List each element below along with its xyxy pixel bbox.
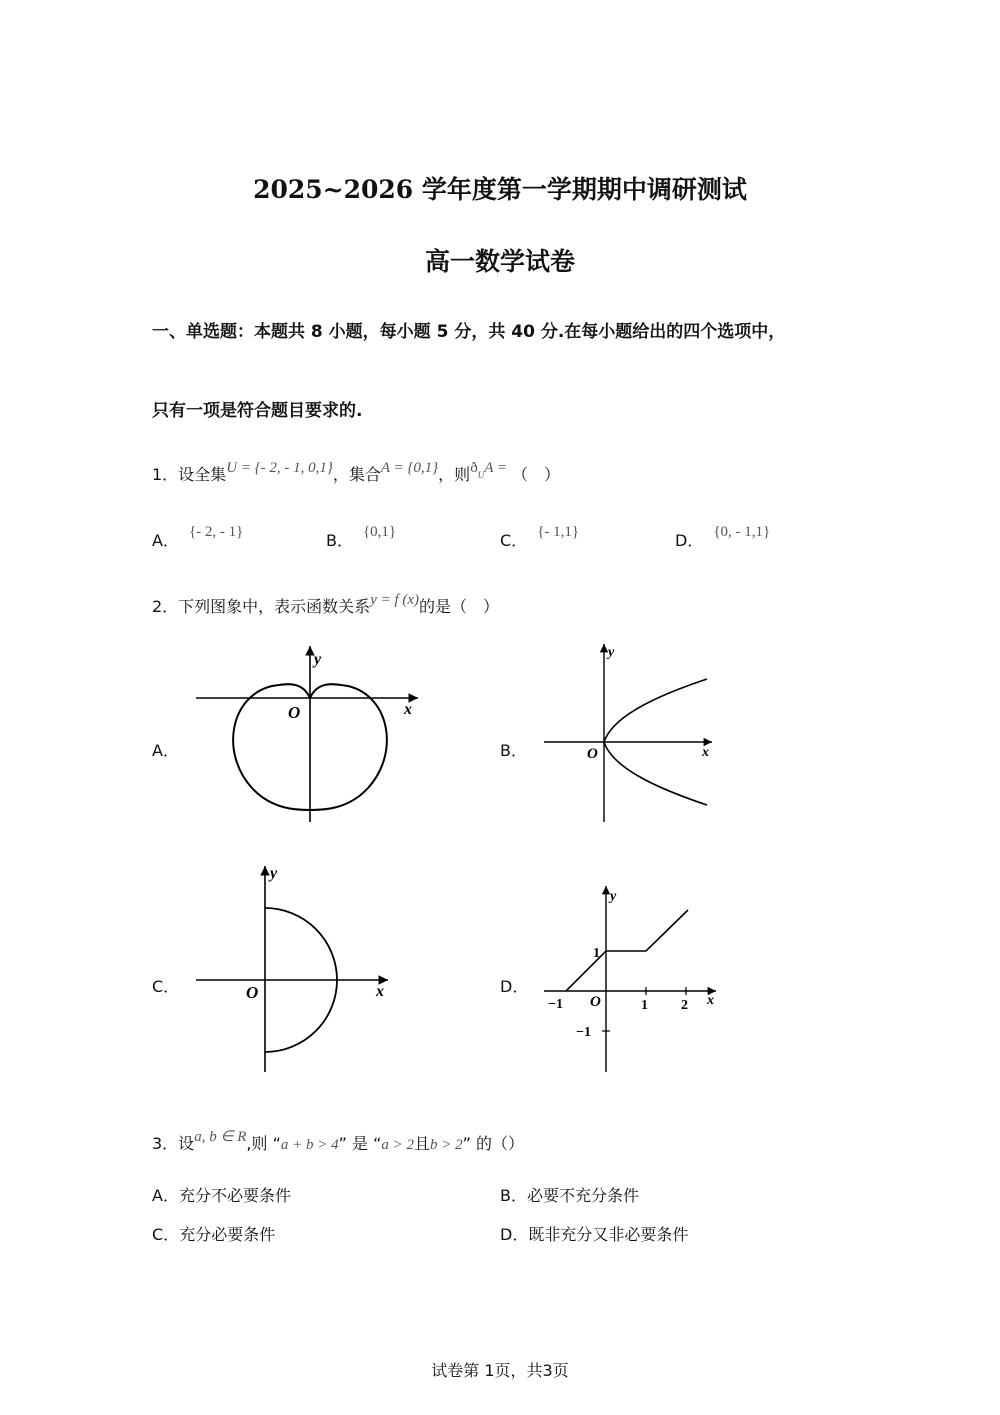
q2-graph-d[interactable] xyxy=(540,880,730,1076)
q3-tail: ” 的（） xyxy=(462,1134,525,1153)
q3-cond2b: b > 2 xyxy=(430,1137,463,1153)
q1-option-a-label: A． xyxy=(152,531,179,550)
y-label: y xyxy=(610,889,617,904)
q1-set-a: A = {0,1} xyxy=(380,460,439,476)
q1-option-b-value: {0,1} xyxy=(362,524,397,540)
q1-option-b[interactable] xyxy=(326,524,397,551)
q3-option-a-text: 充分不必要条件 xyxy=(178,1186,291,1205)
q3-prefix: 3．设 xyxy=(152,1134,195,1153)
q3-option-b[interactable] xyxy=(500,1183,639,1206)
q1-option-a[interactable] xyxy=(152,524,244,551)
y-tick-label-neg1: −1 xyxy=(576,1025,591,1040)
q1-option-c[interactable] xyxy=(500,524,580,551)
q2-tail: 的是（ ） xyxy=(419,597,500,616)
q3-mid1: ,则 “ xyxy=(246,1134,281,1153)
origin-label: O xyxy=(288,703,301,722)
q1-complement-a: A = xyxy=(484,460,507,476)
q2-option-d-label[interactable]: D． xyxy=(500,977,529,996)
q2-graph-c[interactable] xyxy=(190,858,400,1076)
x-label: x xyxy=(707,993,714,1008)
q3-and: 且 xyxy=(414,1134,431,1153)
q2-prefix: 2．下列图象中，表示函数关系 xyxy=(152,597,371,616)
q3-option-d-label: D． xyxy=(500,1225,529,1244)
q3-mid2: ” 是 “ xyxy=(338,1134,382,1153)
exam-subtitle: 高一数学试卷 xyxy=(424,247,575,276)
q3-cond2a: a > 2 xyxy=(381,1137,415,1153)
q3-cond1: a + b > 4 xyxy=(280,1137,339,1153)
page-footer: 试卷第 1页，共3页 xyxy=(431,1361,569,1380)
q1-complement-symbol: ð xyxy=(470,460,478,476)
question-2 xyxy=(152,594,499,617)
q3-option-d[interactable] xyxy=(500,1222,688,1245)
origin-label: O xyxy=(246,983,259,1002)
q1-complement-sub: U xyxy=(477,470,485,480)
x-label: x xyxy=(404,701,412,718)
q2-option-a-label[interactable]: A． xyxy=(152,741,179,760)
origin-label: O xyxy=(587,746,598,762)
q2-expression: y = f (x) xyxy=(370,592,420,608)
q1-option-d-value: {0, - 1,1} xyxy=(713,524,771,540)
q1-prefix: 1．设全集 xyxy=(152,465,227,484)
q2-option-c-label[interactable]: C． xyxy=(152,977,180,996)
x-label: x xyxy=(376,983,384,1000)
y-label: y xyxy=(270,865,278,882)
q1-universal-set: U = {- 2, - 1, 0,1} xyxy=(226,460,333,476)
q3-option-d-text: 既非充分又非必要条件 xyxy=(528,1225,689,1244)
q1-option-b-label: B． xyxy=(326,531,353,550)
q3-option-a-label: A． xyxy=(152,1186,179,1205)
section-heading-line2: 只有一项是符合题目要求的. xyxy=(152,401,363,421)
q3-option-b-text: 必要不充分条件 xyxy=(526,1186,639,1205)
q1-blank: （ ） xyxy=(512,465,561,484)
q2-graph-b[interactable] xyxy=(540,638,720,826)
q1-option-d-label: D． xyxy=(675,531,704,550)
section-heading-line1: 一、单选题：本题共 8 小题，每小题 5 分，共 40 分.在每小题给出的四个选项中， xyxy=(152,322,786,342)
q1-option-c-value: {- 1,1} xyxy=(537,524,580,540)
question-1 xyxy=(152,462,560,485)
y-label: y xyxy=(314,651,322,668)
x-tick-label-2: 2 xyxy=(681,998,688,1013)
q3-option-a[interactable] xyxy=(152,1183,291,1206)
origin-label: O xyxy=(590,994,601,1010)
x-tick-label-neg1: −1 xyxy=(548,997,563,1012)
q3-option-c-label: C． xyxy=(152,1225,180,1244)
q2-option-b-label[interactable]: B． xyxy=(500,741,527,760)
q3-option-c-text: 充分必要条件 xyxy=(179,1225,276,1244)
x-tick-label-1: 1 xyxy=(641,998,648,1013)
q1-option-d[interactable] xyxy=(675,524,771,551)
q3-option-c[interactable] xyxy=(152,1222,275,1245)
q1-mid2: ，则 xyxy=(438,465,471,484)
y-label: y xyxy=(608,645,615,660)
q3-option-b-label: B． xyxy=(500,1186,527,1205)
q2-graph-a[interactable] xyxy=(190,638,430,828)
x-label: x xyxy=(702,745,709,760)
exam-title: 2025~2026 学年度第一学期期中调研测试 xyxy=(253,175,747,204)
q3-vars: a, b ∈ R xyxy=(194,1129,247,1145)
q1-option-c-label: C． xyxy=(500,531,528,550)
piecewise-line xyxy=(566,910,688,991)
y-tick-label-1: 1 xyxy=(593,946,600,961)
q1-mid1: ，集合 xyxy=(332,465,381,484)
q1-option-a-value: {- 2, - 1} xyxy=(188,524,244,540)
question-3 xyxy=(152,1131,524,1154)
